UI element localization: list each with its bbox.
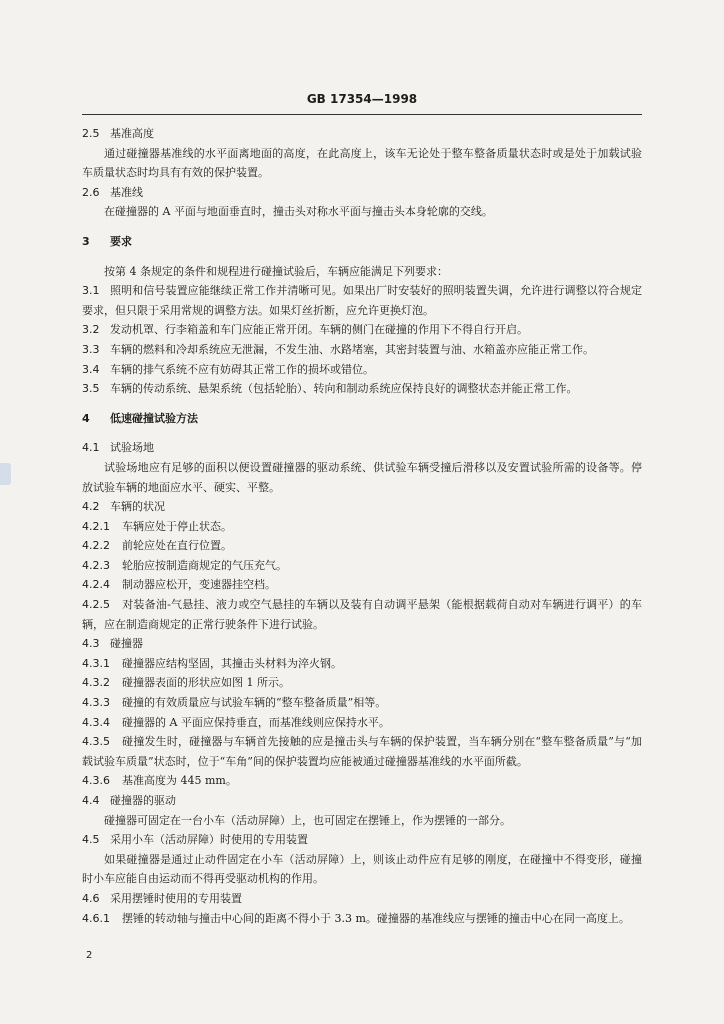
section-2-5-heading: 2.5 基准高度	[82, 127, 154, 140]
clause-4-3-3: 4.3.3 碰撞的有效质量应与试验车辆的“整车整备质量”相等。	[82, 696, 387, 710]
clause-3-2: 3.2 发动机罩、行李箱盖和车门应能正常开闭。车辆的侧门在碰撞的作用下不得自行开启。	[82, 323, 528, 337]
section-4-2-heading: 4.2 车辆的状况	[82, 500, 165, 514]
clause-3-1: 3.1 照明和信号装置应能继续正常工作并清晰可见。如果出厂时安装好的照明装置失调，允许进行调整以符合规定要求，但只限于采用常规的调整方法。如果灯丝折断，应允许更换灯泡。	[82, 284, 642, 317]
clause-3-3: 3.3 车辆的燃料和冷却系统应无泄漏，不发生油、水路堵塞，其密封装置与油、水箱盖亦应能正常工作。	[82, 342, 594, 356]
clause-3-4: 3.4 车辆的排气系统不应有妨碍其正常工作的损坏或错位。	[82, 362, 374, 376]
clause-4-3-1: 4.3.1 碰撞器应结构坚固，其撞击头材料为淬火钢。	[82, 656, 342, 670]
clause-4-3-2: 4.3.2 碰撞器表面的形状应如图 1 所示。	[82, 676, 290, 690]
clause-4-2-3: 4.2.3 轮胎应按制造商规定的气压充气。	[82, 558, 287, 572]
page-edge-tab	[0, 463, 11, 485]
clause-4-2-5: 4.2.5 对装备油-气悬挂、液力或空气悬挂的车辆以及装有自动调平悬架（能根据载荷自动对车辆进行调平）的车辆，应在制造商规定的正常行驶条件下进行试验。	[82, 598, 642, 631]
clause-4-3-5: 4.3.5 碰撞发生时，碰撞器与车辆首先接触的应是撞击头与车辆的保护装置，当车辆分别在“整车整备质量”与“加载试验车质量”状态时，位于“车角”间的保护装置均应能被通过碰撞器基准线的水平面所截。	[82, 735, 642, 768]
section-4-3-heading: 4.3 碰撞器	[82, 637, 143, 651]
section-3-text: 按第 4 条规定的条件和规程进行碰撞试验后，车辆应能满足下列要求：	[104, 264, 448, 278]
page-header: GB 17354—1998	[82, 92, 642, 115]
section-3-heading: 3 要求	[82, 234, 132, 248]
clause-4-3-4: 4.3.4 碰撞器的 A 平面应保持垂直，而基准线则应保持水平。	[82, 715, 390, 729]
clause-4-2-1: 4.2.1 车辆应处于停止状态。	[82, 519, 232, 533]
section-4-5-heading: 4.5 采用小车（活动屏障）时使用的专用装置	[82, 833, 308, 847]
clause-4-2-4: 4.2.4 制动器应松开，变速器挂空档。	[82, 578, 276, 592]
section-2-6-text: 在碰撞器的 A 平面与地面垂直时，撞击头对称水平面与撞击头本身轮廓的交线。	[104, 205, 493, 219]
clause-4-6-1: 4.6.1 摆锤的转动轴与撞击中心间的距离不得小于 3.3 m。碰撞器的基准线应与摆锤的撞击中心在同一高度上。	[82, 911, 630, 925]
document-body	[82, 124, 642, 928]
page-number: 2	[86, 950, 93, 961]
section-4-5-text: 如果碰撞器是通过止动件固定在小车（活动屏障）上，则该止动件应有足够的刚度，在碰撞中不得变形，碰撞时小车应能自由运动而不得再受驱动机构的作用。	[82, 852, 642, 886]
section-4-heading: 4 低速碰撞试验方法	[82, 411, 198, 425]
clause-3-5: 3.5 车辆的传动系统、悬架系统（包括轮胎）、转向和制动系统应保持良好的调整状态并能正常工作。	[82, 382, 578, 396]
clause-4-2-2: 4.2.2 前轮应处在直行位置。	[82, 539, 232, 553]
section-4-4-text: 碰撞器可固定在一台小车（活动屏障）上，也可固定在摆锤上，作为摆锤的一部分。	[104, 813, 511, 827]
section-4-1-text: 试验场地应有足够的面积以便设置碰撞器的驱动系统、供试验车辆受撞后滑移以及安置试验所需的设备等。停放试验车辆的地面应水平、硬实、平整。	[82, 460, 642, 494]
section-4-4-heading: 4.4 碰撞器的驱动	[82, 794, 176, 807]
section-2-6-heading: 2.6 基准线	[82, 185, 143, 199]
section-2-5-text: 通过碰撞器基准线的水平面离地面的高度，在此高度上，该车无论处于整车整备质量状态时或是处于加载试验车质量状态时均具有有效的保护装置。	[82, 146, 642, 180]
clause-4-3-6: 4.3.6 基准高度为 445 mm。	[82, 774, 237, 788]
section-4-1-heading: 4.1 试验场地	[82, 441, 154, 455]
section-4-6-heading: 4.6 采用摆锤时使用的专用装置	[82, 891, 242, 905]
